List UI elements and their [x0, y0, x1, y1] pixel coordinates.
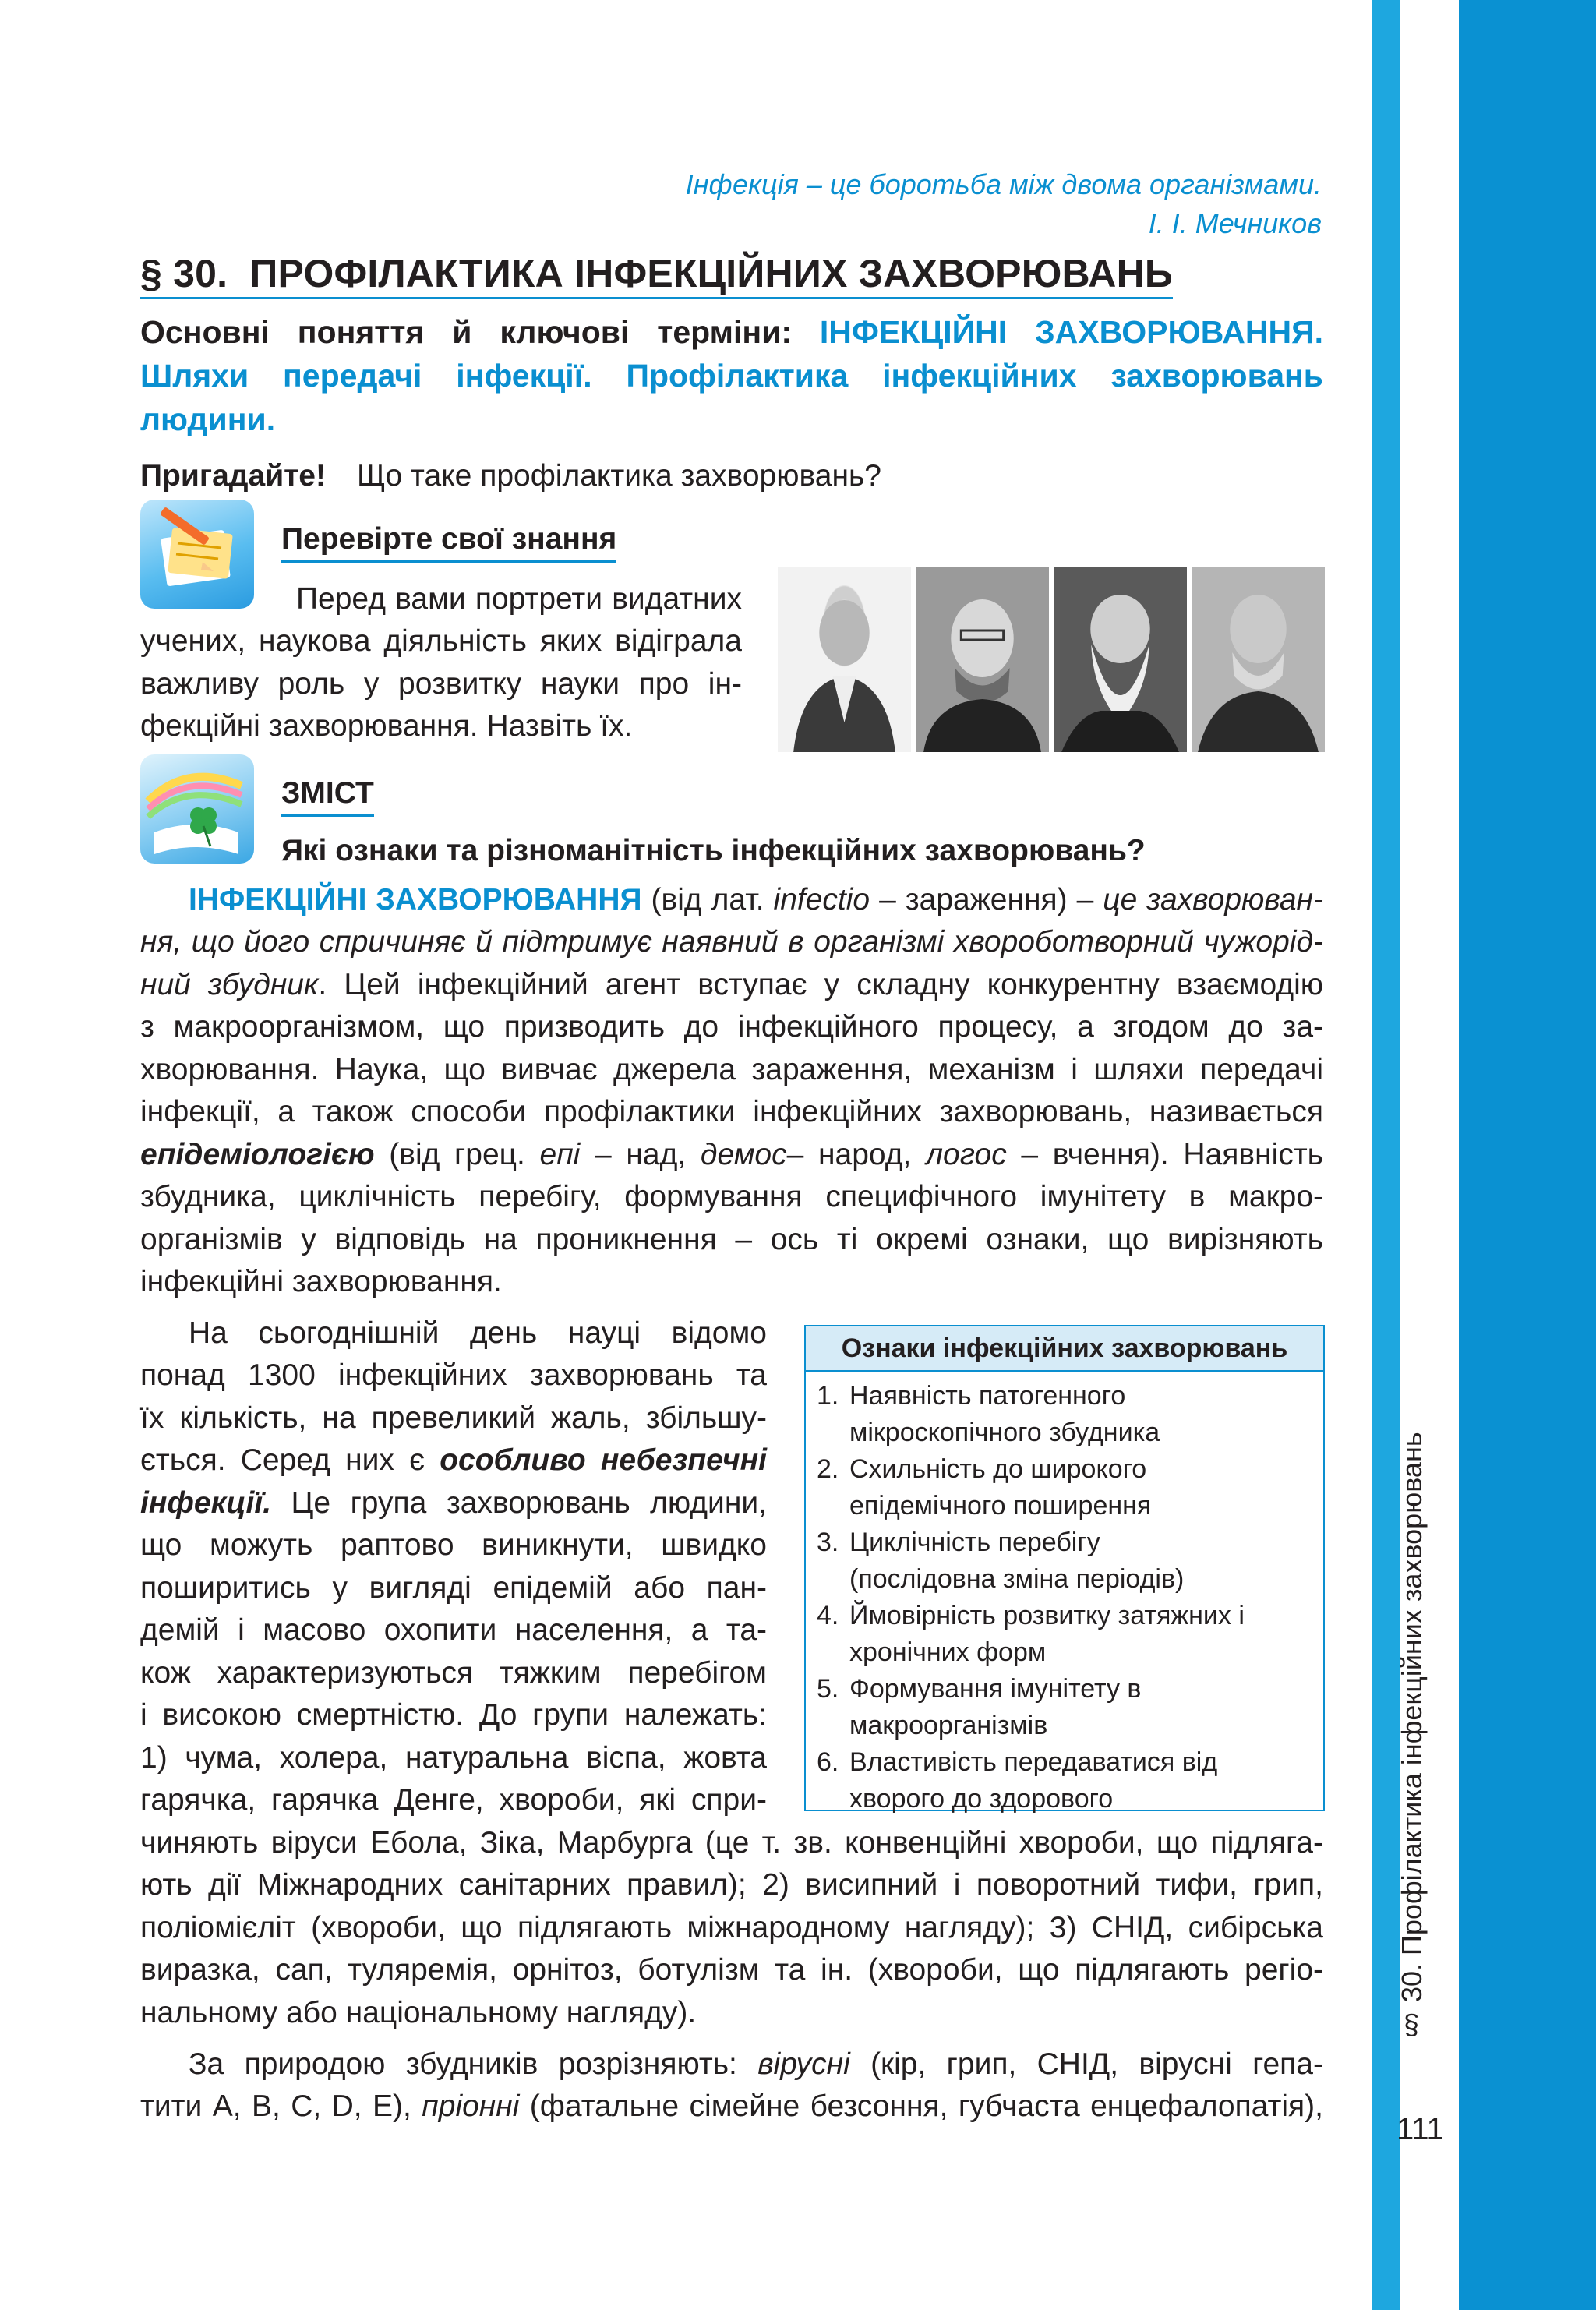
signs-item-5: 5. Формування імунітету в макроорганізмів: [817, 1674, 1142, 1740]
para1-line-7: епідеміологією (від грец. епі – над, демос– народ, логос – вчення). Наявність: [140, 1138, 1323, 1171]
para2-line-1: На сьогоднішній день науці відомо: [189, 1316, 767, 1350]
signs-item-1: 1. Наявність патогенного мікроскопічного збудника: [817, 1381, 1160, 1447]
para2-line-3: їх кількість, на превеликий жаль, збільшу-: [140, 1401, 767, 1435]
signs-item-4: 4. Ймовірність розвитку затяжних і хронічних форм: [817, 1601, 1245, 1667]
portrait-2: [916, 567, 1049, 752]
check-knowledge-heading: Перевірте свої знання: [281, 522, 616, 556]
section-title: ПРОФІЛАКТИКА ІНФЕКЦІЙНИХ ЗАХВОРЮВАНЬ: [249, 252, 1174, 295]
para2-line-11: 1) чума, холера, натуральна віспа, жовта: [140, 1741, 767, 1775]
check-line-2: учених, наукова діяльність яких відіграла: [140, 624, 742, 658]
para1-line-5: хворювання. Наука, що вивчає джерела зараження, механізм і шляхи передачі: [140, 1053, 1323, 1086]
signs-item-2: 2. Схильність до широкого епідемічного поширення: [817, 1454, 1152, 1521]
notebook-pencil-icon: [140, 500, 254, 609]
signs-box: [804, 1325, 1325, 1814]
signs-item-3: 3. Циклічність перебігу (послідовна зміна періодів): [817, 1528, 1185, 1594]
key-term-1: ІНФЕКЦІЙНІ ЗАХВОРЮВАННЯ.: [819, 314, 1323, 350]
para2-line-15: поліомієліт (хвороби, що підлягають міжнародному нагляду); 3) СНІД, сибірська: [140, 1911, 1323, 1944]
portrait-3: [1054, 567, 1187, 752]
epigraph: [686, 165, 1322, 243]
para3-line-1: За природою збудників розрізняють: вірусні (кір, грип, СНІД, вірусні гепа-: [189, 2047, 1323, 2081]
para2-line-8: демій і масово охопити населення, а та-: [140, 1613, 767, 1647]
section-heading: [140, 251, 1325, 296]
signs-box-title: Ознаки інфекційних захворювань: [806, 1326, 1323, 1372]
para1-line-8: збудника, циклічність перебігу, формування специфічного імунітету в макро-: [140, 1180, 1323, 1213]
para2-line-13: чиняють віруси Ебола, Зіка, Марбурга (це т. зв. конвенційні хвороби, що підляга-: [140, 1826, 1323, 1860]
para1-line-4: з макроорганізмом, що призводить до інфекційного процесу, а згодом до за-: [140, 1010, 1323, 1044]
para1-line-10: інфекційні захворювання.: [140, 1265, 502, 1298]
scientist-portraits: [778, 567, 1325, 752]
epigraph-author: І. І. Мечников: [1148, 207, 1322, 239]
epigraph-quote: Інфекція – це боротьба між двома організмами.: [685, 168, 1322, 200]
signs-item-6: 6. Властивість передаватися від хворого до здорового: [817, 1747, 1218, 1814]
check-line-3: важливу роль у розвитку науки про ін-: [140, 667, 742, 701]
key-terms: [140, 310, 1323, 441]
section-number: § 30.: [140, 252, 228, 295]
running-title: § 30. Профілактика інфекційних захворювань: [1396, 1432, 1428, 2042]
para2-line-12: гарячка, гарячка Денге, хвороби, які спри-: [140, 1783, 767, 1817]
portrait-1: [778, 567, 911, 752]
para3-line-2: тити A, B, C, D, E), пріонні (фатальне сімейне безсоння, губчаста енцефалопатія),: [140, 2089, 1324, 2123]
page-number: 111: [1396, 2112, 1444, 2146]
book-clover-icon: [140, 754, 254, 864]
signs-list: [806, 1372, 1323, 1817]
para1-line-2: ня, що його спричиняє й підтримує наявний в організмі хвороботворний чужорід-: [140, 925, 1323, 959]
para2-line-14: ють дії Міжнародних санітарних правил); 2) висипний і поворотний тифи, грип,: [140, 1868, 1323, 1902]
check-line-4: фекційні захворювання. Назвіть їх.: [140, 709, 633, 743]
para2-line-17: нальному або національному нагляду).: [140, 1996, 697, 2029]
para2-line-6: що можуть раптово виникнути, швидко: [140, 1528, 767, 1562]
key-term-2: Шляхи передачі інфекції. Профілактика інфекційних захворювань людини.: [140, 358, 1323, 437]
key-terms-label: Основні поняття й ключові терміни:: [140, 314, 792, 350]
recall-label: Пригадайте!: [140, 459, 326, 493]
recall-prompt: [140, 454, 881, 498]
para2-line-5: інфекції. Це група захворювань людини,: [140, 1486, 767, 1520]
para2-line-4: ється. Серед них є особливо небезпечні: [140, 1443, 767, 1477]
para1-line-6: інфекції, а також способи профілактики інфекційних захворювань, називається: [140, 1095, 1323, 1129]
para2-line-7: поширитись у вигляді епідемій або пан-: [140, 1571, 767, 1605]
para1-line-3: ний збудник. Цей інфекційний агент вступає у складну конкурентну взаємодію: [140, 968, 1323, 1001]
content-heading: ЗМІСТ: [281, 776, 374, 811]
sidebar-stripe-dark: [1459, 0, 1596, 2310]
para1-line-9: організмів у відповідь на проникнення – ось ті окремі ознаки, що вирізняють: [140, 1223, 1323, 1256]
para1-line-1: ІНФЕКЦІЙНІ ЗАХВОРЮВАННЯ (від лат. infectio – зараження) – це захворюван-: [189, 883, 1323, 917]
check-line-1: Перед вами портрети видатних: [296, 582, 742, 616]
para2-line-10: і високою смертністю. До групи належать:: [140, 1698, 767, 1732]
content-question: Які ознаки та різноманітність інфекційних захворювань?: [281, 834, 1146, 867]
para2-line-16: виразка, сап, туляремія, орнітоз, ботулізм та ін. (хвороби, що підлягають регіо-: [140, 1953, 1323, 1987]
para2-line-2: понад 1300 інфекційних захворювань та: [140, 1358, 767, 1392]
portrait-4: [1192, 567, 1325, 752]
recall-text: Що таке профілактика захворювань?: [356, 459, 881, 493]
para2-line-9: кож характеризуються тяжким перебігом: [140, 1656, 767, 1690]
